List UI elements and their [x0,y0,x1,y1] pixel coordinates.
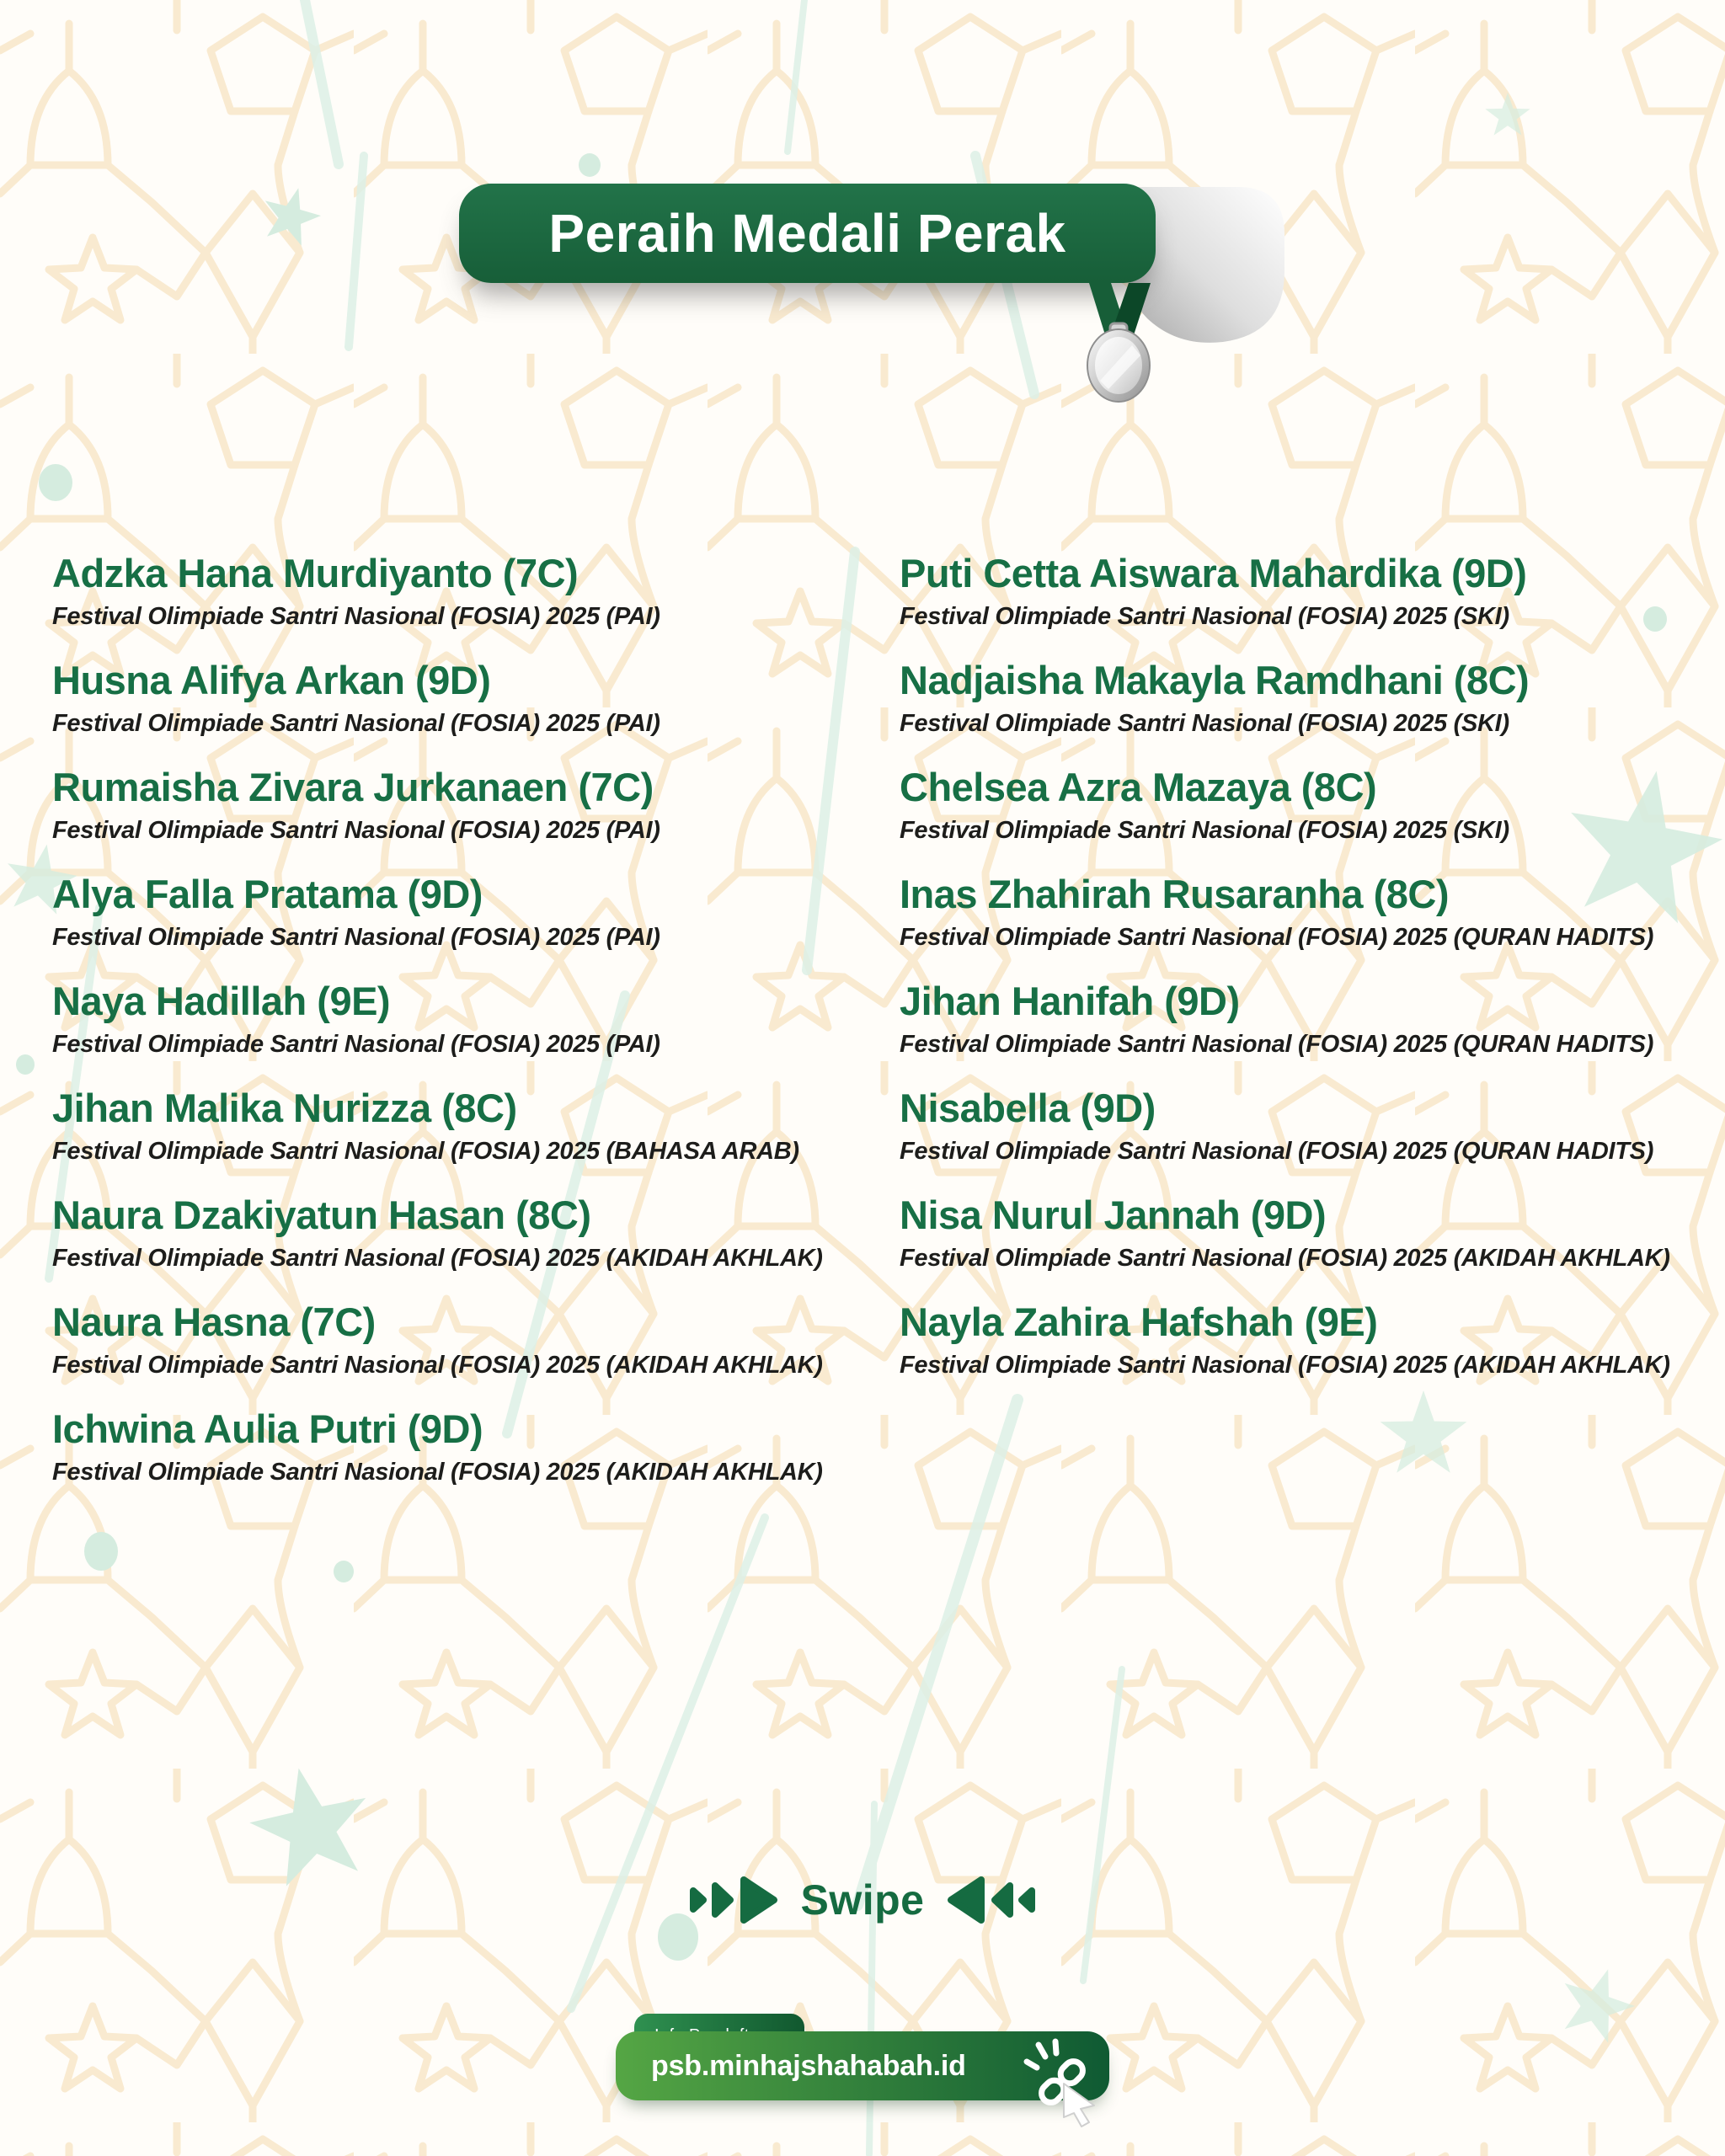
winner-event: Festival Olimpiade Santri Nasional (FOSIA) 2025 (QURAN HADITS) [900,924,1654,951]
winner-name: Jihan Hanifah (9D) [900,979,1240,1023]
registration-url: psb.minhajshahabah.id [651,2049,966,2082]
right-column [900,551,1712,1406]
medal-winner-item [900,979,1712,1086]
swipe-right-arrows-icon [688,1875,786,1925]
medal-winner-item [52,1299,882,1406]
winner-event: Festival Olimpiade Santri Nasional (FOSIA) 2025 (QURAN HADITS) [900,1031,1654,1058]
medal-winner-item [900,551,1712,658]
winner-event: Festival Olimpiade Santri Nasional (FOSIA) 2025 (PAI) [52,603,660,630]
medal-winner-item [52,872,882,979]
winner-name: Adzka Hana Murdiyanto (7C) [52,551,579,595]
winner-name: Nisabella (9D) [900,1086,1156,1130]
medal-winner-item [52,765,882,872]
winner-event: Festival Olimpiade Santri Nasional (FOSIA) 2025 (BAHASA ARAB) [52,1138,799,1165]
medal-winner-item [52,551,882,658]
page-title: Peraih Medali Perak [548,203,1066,264]
medal-winner-item [52,979,882,1086]
medal-winner-item [52,658,882,765]
winner-name: Ichwina Aulia Putri (9D) [52,1406,483,1451]
swipe-indicator[interactable] [0,1875,1725,1925]
winner-event: Festival Olimpiade Santri Nasional (FOSIA) 2025 (SKI) [900,710,1509,737]
winner-name: Nayla Zahira Hafshah (9E) [900,1299,1378,1344]
swipe-label: Swipe [800,1876,925,1924]
winner-name: Nisa Nurul Jannah (9D) [900,1193,1327,1237]
winner-event: Festival Olimpiade Santri Nasional (FOSIA) 2025 (PAI) [52,924,660,951]
medal-winner-item [900,765,1712,872]
winner-event: Festival Olimpiade Santri Nasional (FOSIA) 2025 (PAI) [52,817,660,844]
medal-winner-item [900,1086,1712,1193]
winner-event: Festival Olimpiade Santri Nasional (FOSIA) 2025 (AKIDAH AKHLAK) [52,1352,823,1379]
medal-winner-item [52,1086,882,1193]
winner-name: Alya Falla Pratama (9D) [52,872,483,916]
winner-event: Festival Olimpiade Santri Nasional (FOSIA) 2025 (PAI) [52,1031,660,1058]
winner-name: Nadjaisha Makayla Ramdhani (8C) [900,658,1530,702]
title-banner [459,184,1156,283]
winner-event: Festival Olimpiade Santri Nasional (FOSIA) 2025 (AKIDAH AKHLAK) [900,1352,1670,1379]
winner-name: Naura Hasna (7C) [52,1299,376,1344]
medal-winner-item [900,872,1712,979]
medal-winner-item [900,1193,1712,1299]
winner-event: Festival Olimpiade Santri Nasional (FOSIA) 2025 (PAI) [52,710,660,737]
winner-event: Festival Olimpiade Santri Nasional (FOSIA) 2025 (AKIDAH AKHLAK) [52,1459,823,1486]
winner-name: Inas Zhahirah Rusaranha (8C) [900,872,1449,916]
winner-name: Naya Hadillah (9E) [52,979,391,1023]
link-click-cursor-icon [1020,2038,1097,2131]
medal-winner-item [52,1406,882,1513]
winner-name: Rumaisha Zivara Jurkanaen (7C) [52,765,654,809]
winner-name: Jihan Malika Nurizza (8C) [52,1086,517,1130]
winner-event: Festival Olimpiade Santri Nasional (FOSIA) 2025 (AKIDAH AKHLAK) [900,1245,1670,1272]
winner-name: Chelsea Azra Mazaya (8C) [900,765,1377,809]
winner-name: Naura Dzakiyatun Hasan (8C) [52,1193,591,1237]
registration-link-button[interactable] [616,2031,1109,2100]
medal-winner-item [52,1193,882,1299]
winner-event: Festival Olimpiade Santri Nasional (FOSIA) 2025 (SKI) [900,817,1509,844]
medal-winner-item [900,1299,1712,1406]
swipe-left-arrows-icon [939,1875,1037,1925]
winner-name: Puti Cetta Aiswara Mahardika (9D) [900,551,1527,595]
winner-event: Festival Olimpiade Santri Nasional (FOSIA) 2025 (AKIDAH AKHLAK) [52,1245,823,1272]
medal-winner-item [900,658,1712,765]
silver-medal-icon [1044,278,1196,446]
winner-event: Festival Olimpiade Santri Nasional (FOSIA) 2025 (QURAN HADITS) [900,1138,1654,1165]
winner-name: Husna Alifya Arkan (9D) [52,658,491,702]
winner-event: Festival Olimpiade Santri Nasional (FOSIA) 2025 (SKI) [900,603,1509,630]
left-column [52,551,882,1513]
